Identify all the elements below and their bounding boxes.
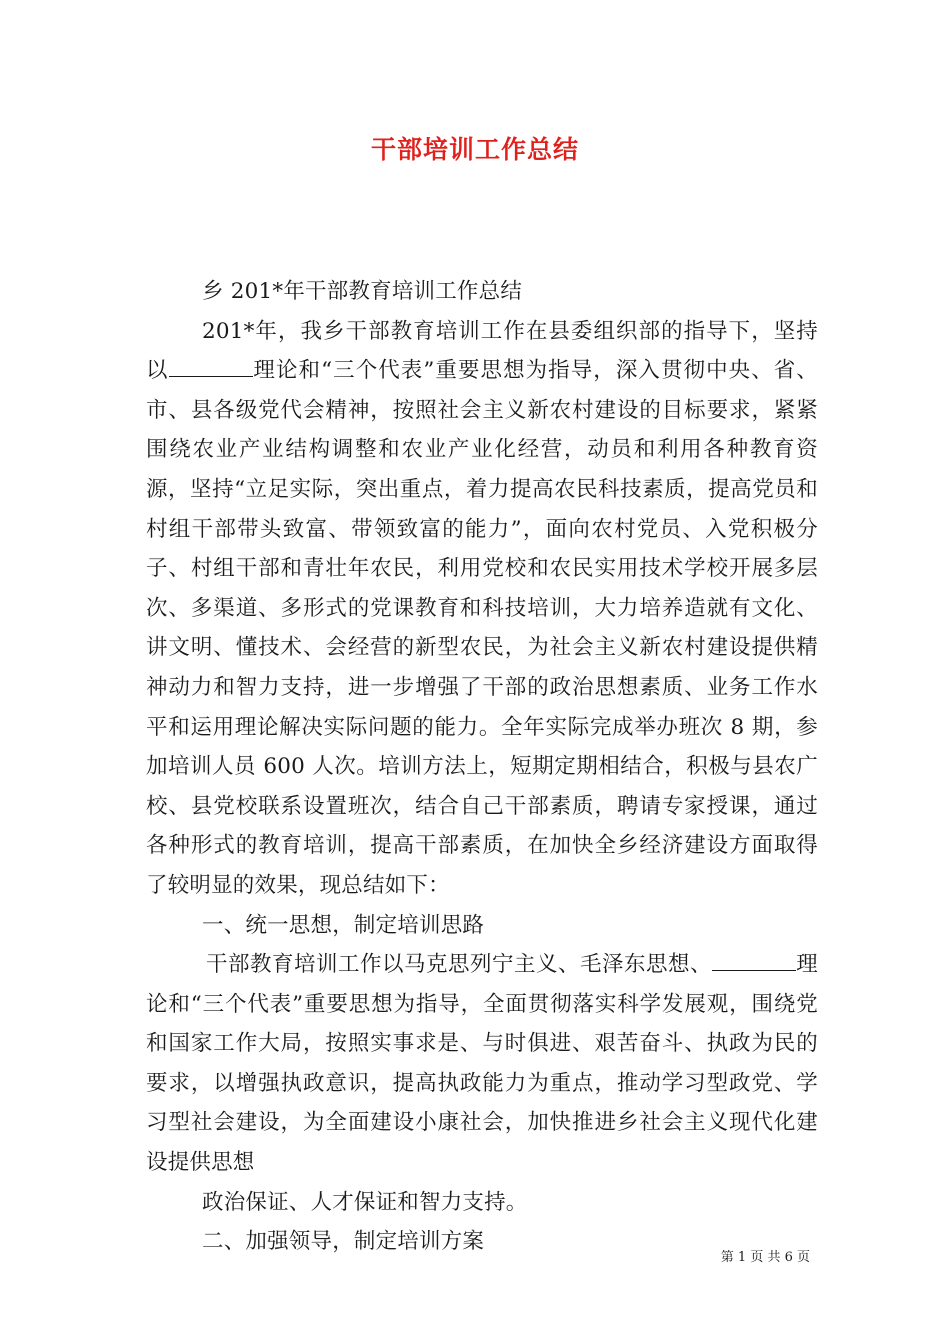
fill-blank-line [169, 358, 253, 377]
section1-paragraph [146, 945, 818, 1183]
section1-text-part-2: 理论和“三个代表”重要思想为指导，全面贯彻落实科学发展观，围绕党和国家工作大局，按照实事求是、与时俱进、艰苦奋斗、执政为民的要求，以增强执政意识，提高执政能力为重点，推动学习型政党、学习型社会建设，为全面建设小康社会，加快推进乡社会主义现代化建设提供思想 [146, 952, 818, 1176]
intro-text-part-1: 201*年，我乡干部教育培训工作在县委组织部的指导下，坚持以 [146, 318, 818, 384]
section-heading-2: 二、加强领导，制定培训方案 [202, 1229, 485, 1255]
page-number: 第 1 页 共 6 页 [720, 1250, 810, 1265]
section1-text-part-1: 干部教育培训工作以马克思列宁主义、毛泽东思想、 [206, 952, 712, 978]
section1-continuation-paragraph: 政治保证、人才保证和智力支持。 [202, 1189, 528, 1215]
intro-text-part-2: 理论和“三个代表”重要思想为指导，深入贯彻中央、省、市、县各级党代会精神，按照社会主义新农村建设的目标要求，紧紧围绕农业产业结构调整和农业产业化经营，动员和利用各种教育资源，坚持“立足实际，突出重点，着力提高农民科技素质，提高党员和村组干部带头致富、带领致富的能力”，面向农村党员、入党积极分子、村组干部和青壮年农民，利用党校和农民实用技术学校开展多层次、多渠道、多形式的党课教育和科技培训，大力培养造就有文化、讲文明、懂技术、会经营的新型农民，为社会主义新农村建设提供精神动力和智力支持，进一步增强了干部的政治思想素质、业务工作水平和运用理论解决实际问题的能力。全年实际完成举办班次 8 期，参加培训人员 600 人次。培训方法上，短期定期相结合，积极与县农广校、县党校联系设置班次，结合自己干部素质，聘请专家授课，通过各种形式的教育培训，提高干部素质，在加快全乡经济建设方面取得了较明显的效果，现总结如下： [146, 358, 819, 898]
subtitle-paragraph: 乡 201*年干部教育培训工作总结 [202, 279, 523, 304]
intro-paragraph [146, 312, 818, 906]
document-title: 干部培训工作总结 [370, 135, 579, 164]
fill-blank-line [712, 952, 796, 971]
section-heading-1: 一、统一思想，制定培训思路 [202, 912, 485, 938]
document-body [146, 272, 818, 1262]
